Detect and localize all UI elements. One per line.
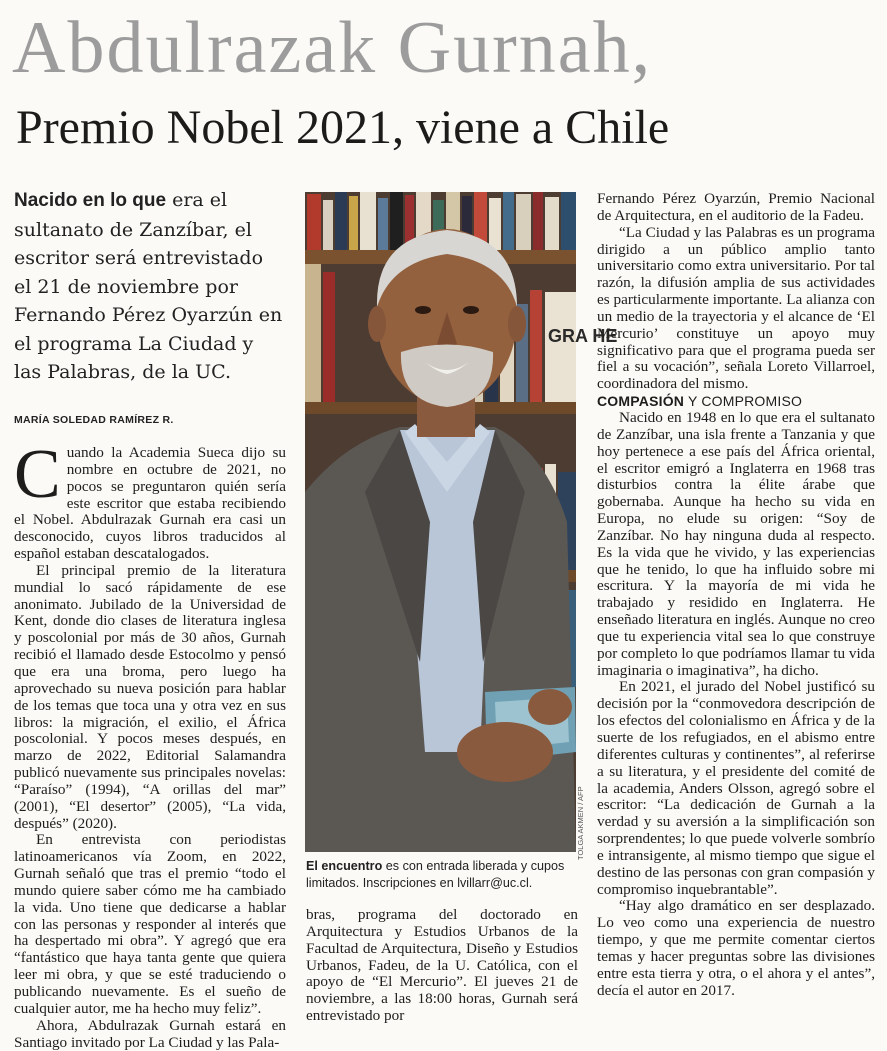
paragraph-3: En entrevista con periodistas latinoamericanos vía Zoom, en 2022, Gurnah señaló que tras el premio “todo el mundo quiere saber cómo me ha cambiado la vida. Uno tiene que dedicarse a hablar con las personas y responder al interés que ha despertado mi obra”. Y agregó que era “fantástico que haya tanta gente que quiera leer mi obra, y que se esté traduciendo o publicando nuevamente. Es el sueño de cualquier autor, me ha hecho muy feliz”. — [14, 831, 286, 1017]
paragraph-c3-0: Fernando Pérez Oyarzún, Premio Nacional de Arquitectura, en el auditorio de la Fadeu. — [597, 190, 875, 224]
caption-text: es con entrada liberada y cupos limitados. Inscripciones en lvillarr@uc.cl. — [306, 859, 565, 890]
body-column-2 — [306, 907, 578, 1025]
caption-bold: El encuentro — [306, 859, 383, 873]
byline: MARÍA SOLEDAD RAMÍREZ R. — [14, 414, 174, 426]
paragraph-4: Ahora, Abdulrazak Gurnah estará en Santiago invitado por La Ciudad y las Pala- — [14, 1016, 286, 1051]
body-column-1 — [14, 436, 286, 1051]
paragraph-2: El principal premio de la literatura mundial lo sacó rápidamente de ese anonimato. Jubilado de la Universidad de Kent, donde dio clases de literatura inglesa y poscolonial por más de 30 años, Gurnah recibió el llamado desde Estocolmo y pensó que era una broma, pero luego ha aprovechado su nueva posición para hablar de los temas que toca una y otra vez en sus libros: la migración, el exilio, el África poscolonial. Y pocos meses después, en marzo de 2022, Editorial Salamandra publicó nuevamente sus principales novelas: “Paraíso” (1994), “A orillas del mar” (2001), “El desertor” (2005), “La vida, después” (2020). — [14, 561, 286, 832]
photo-caption — [306, 858, 578, 892]
lede-lead-bold: Nacido en lo que — [14, 190, 167, 211]
headline-line2: Premio Nobel 2021, viene a Chile — [16, 101, 670, 154]
paragraph-c3-4: “Hay algo dramático en ser desplazado. Lo veo como una experiencia de nuestro tiempo, y que me permite comentar ciertos temas y hacer preguntas sobre las divisiones entre esta tierra y otra, o el ahora y el antes”, decía el autor en 2017. — [597, 897, 875, 999]
paragraph-continued: bras, programa del doctorado en Arquitectura y Estudios Urbanos de la Facultad de Arquitectura, Diseño y Estudios Urbanos, Fadeu, de la U. Católica, con el apoyo de “El Mercurio”. El jueves 21 de noviembre, a las 18:00 horas, Gurnah será entrevistado por — [306, 906, 578, 1025]
drop-cap: C — [14, 436, 61, 513]
subheading-bold: COMPASIÓN — [597, 393, 685, 410]
lede — [14, 186, 286, 387]
subheading — [597, 393, 875, 410]
paragraph-1 — [14, 436, 286, 563]
paragraph-c3-2: Nacido en 1948 en lo que era el sultanato de Zanzíbar, una isla frente a Tanzania y que hoy pertenece a ese país del África oriental, el escritor emigró a Inglaterra en 1968 tras disturbios contra la élite árabe que gobernaba. Aunque ha hecho su vida en Europa, no elude su origen: “Soy de Zanzíbar. No hay ninguna duda al respecto. Es la vida que he vivido, y las experiencias que he tenido, lo que ha influido sobre mi escritura. Y la mayoría de mi vida he trabajado y residido en Inglaterra. He enseñado literatura en inglés. Aunque no creo que tu experiencia vital sea lo que construye por completo lo que podríamos llamar tu vida imaginaria o imaginativa”, ha dicho. — [597, 408, 875, 679]
paragraph-1-text: uando la Academia Sueca dijo su nombre en octubre de 2021, no pocos se preguntaron quién sería este escritor que estaba recibiendo el Nobel. Abdulrazak Gurnah era casi un desconocido, cuyos libros traducidos al español estaban descatalogados. — [14, 444, 286, 563]
headline-line1: Abdulrazak Gurnah, — [12, 7, 653, 89]
subheading-rest: Y COMPROMISO — [684, 393, 803, 410]
book-title: GRA HE — [548, 326, 618, 346]
photo-credit: TOLGA AKMEN / AFP — [576, 786, 585, 860]
paragraph-c3-1: “La Ciudad y las Palabras es un programa dirigido a un público amplio tanto universitario como extra universitario. Por tal razón, la difusión amplia de sus actividades es particularmente importante. La alianza con un medio de la trayectoria y el alcance de ‘El Mercurio’ constituye un apoyo muy significativo para que el programa pueda ser fiel a su vocación”, señala Loreto Villarroel, coordinadora del mismo. — [597, 223, 875, 393]
body-column-3 — [597, 191, 875, 1000]
lede-text: era el sultanato de Zanzíbar, el escritor será entrevistado el 21 de noviembre por Fernando Pérez Oyarzún en el programa La Ciudad y las Palabras, de la UC. — [14, 189, 283, 383]
paragraph-c3-3: En 2021, el jurado del Nobel justificó su decisión por la “conmovedora descripción de los efectos del colonialismo en África y de la suerte de los refugiados, en el abismo entre diferentes culturas y continentes”, al referirse a su literatura, y el presidente del comité de la academia, Anders Olsson, agregó sobre el escritor: “La dedicación de Gurnah a la verdad y su aversión a la simplificación son sorprendentes; lo que puede volverle sombrío e intransigente, al mismo tiempo que sigue el destino de las personas con gran compasión y compromiso inquebrantable”. — [597, 678, 875, 898]
